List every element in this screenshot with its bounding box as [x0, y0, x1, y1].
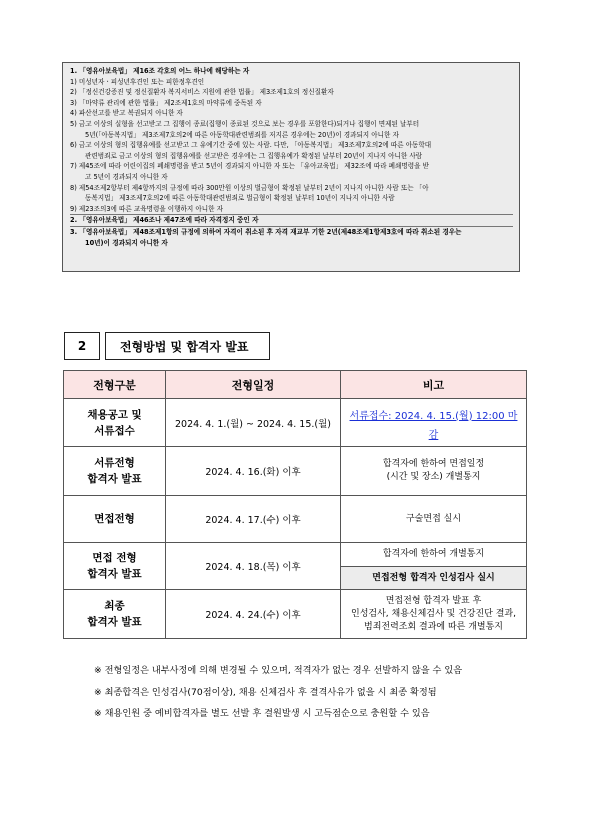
- table-header-row: [64, 371, 527, 399]
- disqualification-box: [62, 62, 520, 272]
- requirement-line: 4) 파산선고를 받고 복권되지 아니한 자: [70, 109, 183, 118]
- requirement-line: 동복지법」 제3조제7호의2에 따른 아동학대관련범죄로 벌금형이 확정된 날부터 10년이 지나지 아니한 사람: [85, 194, 395, 203]
- schedule-cell: 2024. 4. 1.(월) ~ 2024. 4. 15.(월): [166, 399, 341, 447]
- requirement-line: 10년)이 경과되지 아니한 자: [85, 238, 168, 247]
- note-line: 범죄전력조회 결과에 따른 개별통지: [364, 621, 503, 632]
- stage-line: 서류접수: [94, 424, 135, 437]
- requirement-line: 1) 미성년자ㆍ피성년후견인 또는 피한정후견인: [70, 77, 205, 86]
- stage-line: 채용공고 및: [87, 408, 142, 421]
- stage-line: 합격자 발표: [87, 473, 142, 485]
- note-line: (시간 및 장소) 개별통지: [386, 472, 481, 482]
- header-schedule: 전형일정: [166, 371, 341, 399]
- table-row: [64, 496, 527, 543]
- table-row: [64, 399, 527, 447]
- stage-line: 서류전형: [94, 457, 135, 469]
- stage-line: 최종: [104, 600, 125, 612]
- note-cell: 구술면접 실시: [341, 496, 527, 543]
- note-cell: [341, 447, 527, 496]
- note-item: ※ 채용인원 중 예비합격자를 별도 선발 후 결원발생 시 고득점순으로 충원할 수 있음: [94, 708, 430, 719]
- table-row: [64, 447, 527, 496]
- note-cell-highlight: 면접전형 합격자 인성검사 실시: [341, 567, 527, 590]
- note-item: ※ 최종합격은 인성검사(70점이상), 채용 신체검사 후 결격사유가 없을 시 최종 확정됨: [94, 686, 437, 698]
- note-cell: [341, 590, 527, 639]
- section-number: 2: [64, 332, 100, 360]
- stage-line: 합격자 발표: [87, 616, 142, 628]
- note-line: 면접전형 합격자 발표 후: [385, 595, 482, 606]
- section-title: 전형방법 및 합격자 발표: [105, 332, 270, 360]
- requirement-line: 고 5년이 경과되지 아니한 자: [85, 172, 168, 181]
- stage-cell: [64, 399, 166, 447]
- note-cell: 합격자에 한하여 개별통지: [341, 543, 527, 567]
- requirement-line: 5년(「아동복지법」 제3조제7호의2에 따른 아동학대관련범죄를 저지른 경우에는 20년)이 경과되지 아니한 자: [85, 130, 399, 139]
- requirement-line: 1. 「영유아보육법」 제16조 각호의 어느 하나에 해당하는 자: [70, 67, 250, 75]
- schedule-cell: 2024. 4. 18.(목) 이후: [166, 543, 341, 590]
- schedule-cell: 2024. 4. 17.(수) 이후: [166, 496, 341, 543]
- requirement-line: 5) 금고 이상의 실형을 선고받고 그 집행이 종료(집행이 종료된 것으로 보는 경우를 포함한다)되거나 집행이 면제된 날부터: [70, 119, 420, 128]
- table-row: [64, 590, 527, 639]
- note-cell: [341, 399, 527, 447]
- stage-line: 면접 전형: [92, 552, 137, 564]
- stage-line: 합격자 발표: [87, 568, 142, 580]
- requirement-line: 9) 제23조의3에 따른 교육명령을 이행하지 아니한 자: [70, 204, 223, 213]
- schedule-cell: 2024. 4. 16.(화) 이후: [166, 447, 341, 496]
- note-line: 인성검사, 채용신체검사 및 건강진단 결과,: [351, 608, 516, 619]
- requirement-line: 3) 「마약류 관리에 관한 법률」 제2조제1호의 마약류에 중독된 자: [70, 98, 262, 107]
- header-note: 비고: [341, 371, 527, 399]
- deadline-link[interactable]: 서류접수: 2024. 4. 15.(월) 12:00 마감: [349, 410, 518, 441]
- note-line: 합격자에 한하여 면접일정: [382, 459, 485, 469]
- requirement-line: 3. 「영유아보육법」 제48조제1항의 규정에 의하여 자격이 취소된 후 자격 재교부 기한 2년(제48조제1항제3호에 따라 취소된 경우는: [70, 226, 513, 238]
- stage-cell: 면접전형: [64, 496, 166, 543]
- notes-list: [94, 664, 534, 729]
- stage-cell: [64, 447, 166, 496]
- requirement-line: 관련범죄로 금고 이상의 형의 집행유예를 선고받은 경우에는 그 집행유예가 확정된 날부터 20년이 지나지 아니한 사람: [85, 151, 423, 160]
- stage-cell: [64, 590, 166, 639]
- requirement-line: 8) 제54조제2항부터 제4항까지의 규정에 따라 300만원 이상의 벌금형이 확정된 날부터 2년이 지나지 아니한 사람 또는 「아: [70, 183, 429, 192]
- requirement-line: 7) 제45조에 따라 어린이집의 폐쇄명령을 받고 5년이 경과되지 아니한 자 또는 「유아교육법」 제32조에 따라 폐쇄명령을 받: [70, 162, 429, 171]
- schedule-cell: 2024. 4. 24.(수) 이후: [166, 590, 341, 639]
- table-row: [64, 543, 527, 567]
- note-item: ※ 전형일정은 내부사정에 의해 변경될 수 있으며, 적격자가 없는 경우 선발하지 않을 수 있음: [94, 665, 463, 676]
- schedule-table: [63, 370, 527, 639]
- stage-cell: [64, 543, 166, 590]
- requirement-line: 2. 「영유아보육법」 제46조나 제47조에 따라 자격정지 중인 자: [70, 214, 513, 226]
- requirement-line: 2) 「정신건강증진 및 정신질환자 복지서비스 지원에 관한 법률」 제3조제1호의 정신질환자: [70, 88, 334, 97]
- header-stage: 전형구분: [64, 371, 166, 399]
- requirement-line: 6) 금고 이상의 형의 집행유예를 선고받고 그 유예기간 중에 있는 사람. 다만, 「아동복지법」 제3조제7호의2에 따른 아동학대: [70, 141, 432, 150]
